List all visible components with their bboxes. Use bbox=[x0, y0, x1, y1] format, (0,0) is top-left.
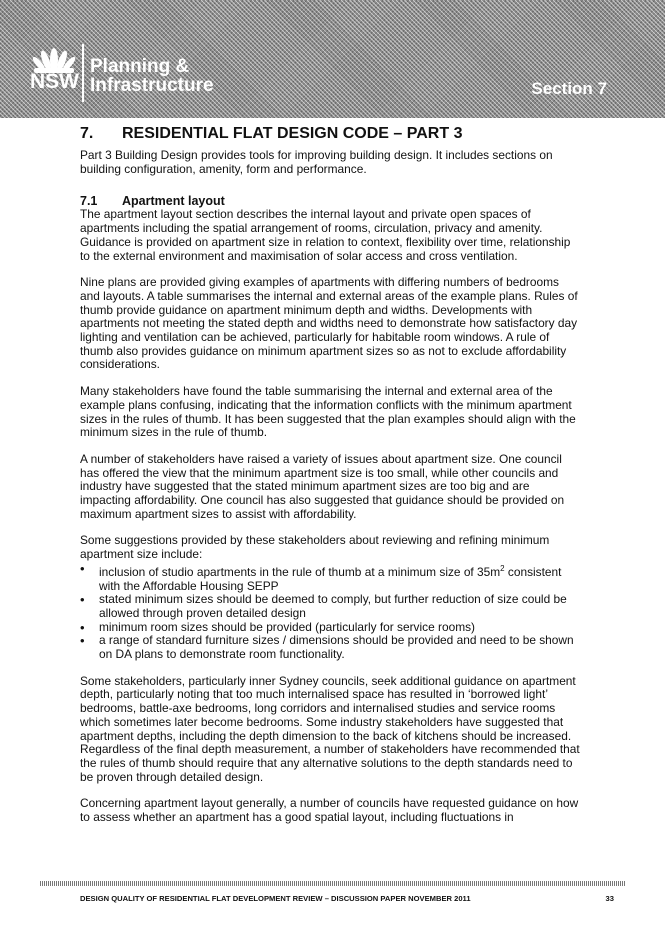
section-number: 7.1 bbox=[80, 194, 98, 209]
section-label: Section 7 bbox=[531, 79, 607, 98]
chapter-heading bbox=[80, 125, 580, 143]
logo-divider bbox=[82, 44, 84, 102]
paragraph: The apartment layout section describes the internal layout and private open spaces of apartments including the spatial arrangement of rooms, circulation, privacy and amenity. Guidance is provided on apartment size in relation to context, flexibility over time, relationship to the external environment and maximisation of solar access and cross ventilation. bbox=[80, 207, 571, 263]
list-item: • stated minimum sizes should be deemed to comply, but further reduction of size could be allowed through proven detailed design bbox=[80, 593, 580, 620]
paragraph: Some suggestions provided by these stakeholders about reviewing and refining minimum apartment size include: bbox=[80, 533, 550, 562]
chapter-title: RESIDENTIAL FLAT DESIGN CODE – PART 3 bbox=[122, 125, 463, 142]
page-header-banner bbox=[0, 0, 665, 118]
list-item: • inclusion of studio apartments in the rule of thumb at a minimum size of $35m^2$ consistent with the Affordable Housing SEPP bbox=[80, 562, 580, 593]
page-content bbox=[80, 125, 580, 838]
footer-title: DESIGN QUALITY OF RESIDENTIAL FLAT DEVELOPMENT REVIEW – DISCUSSION PAPER NOVEMBER 2011 bbox=[80, 894, 471, 903]
section-heading bbox=[80, 194, 580, 208]
section-title: Apartment layout bbox=[122, 194, 225, 209]
suggestions-list bbox=[80, 562, 580, 662]
brand-line-1: Planning & bbox=[90, 56, 190, 77]
page-number: 33 bbox=[605, 894, 614, 903]
intro-paragraph: Part 3 Building Design provides tools for improving building design. It includes sections on building configuration, amenity, form and performance. bbox=[80, 148, 553, 176]
footer-rule bbox=[40, 881, 625, 886]
list-item: • minimum room sizes should be provided (particularly for service rooms) bbox=[80, 621, 580, 635]
nsw-logo-text: NSW bbox=[30, 70, 79, 93]
department-name bbox=[90, 57, 214, 95]
list-item: • a range of standard furniture sizes / dimensions should be provided and need to be shown on DA plans to demonstrate room functionality. bbox=[80, 634, 580, 661]
paragraph: Concerning apartment layout generally, a number of councils have requested guidance on how to assess whether an apartment has a good spatial layout, including fluctuations in bbox=[80, 796, 579, 825]
paragraph: Many stakeholders have found the table summarising the internal and external area of the example plans confusing, indicating that the information conflicts with the minimum apartment sizes in the rules of thumb. It has been suggested that the plan examples should align with the minimum sizes in the rule of thumb. bbox=[80, 384, 576, 440]
chapter-number: 7. bbox=[80, 125, 94, 142]
brand-line-2: Infrastructure bbox=[90, 75, 214, 96]
paragraph: Nine plans are provided giving examples of apartments with differing numbers of bedrooms and layouts. A table summarises the internal and external areas of the example plans. Rules of thumb provide guidance on apartment minimum depth and widths. Developments with apartments not meeting the stated depth and widths need to demonstrate how satisfactory day lighting and ventilation can be achieved, particularly for habitable room windows. A rule of thumb also provides guidance on minimum apartment sizes so as not to exclude affordability considerations. bbox=[80, 275, 578, 372]
paragraph: A number of stakeholders have raised a variety of issues about apartment size. One council has offered the view that the minimum apartment size is too small, while other councils and industry have suggested that the stated minimum apartment sizes are too big and are impacting affordability. One council has also suggested that guidance should be provided on maximum apartment sizes to assist with affordability. bbox=[80, 451, 565, 521]
paragraph: Some stakeholders, particularly inner Sydney councils, seek additional guidance on apartment depth, particularly noting that too much internalised space has resulted in ‘borrowed light’ bedrooms, battle-axe bedrooms, long corridors and internalised studies and service rooms which sometimes later become bedrooms. Some industry stakeholders have suggested that apartment depths, including the depth dimension to the back of kitchens should be increased. Regardless of the final depth measurement, a number of stakeholders have recommended that the rules of thumb should require that any alternative solutions to the depth standards need to be proven through detailed design. bbox=[80, 673, 580, 784]
page-footer bbox=[80, 894, 614, 903]
